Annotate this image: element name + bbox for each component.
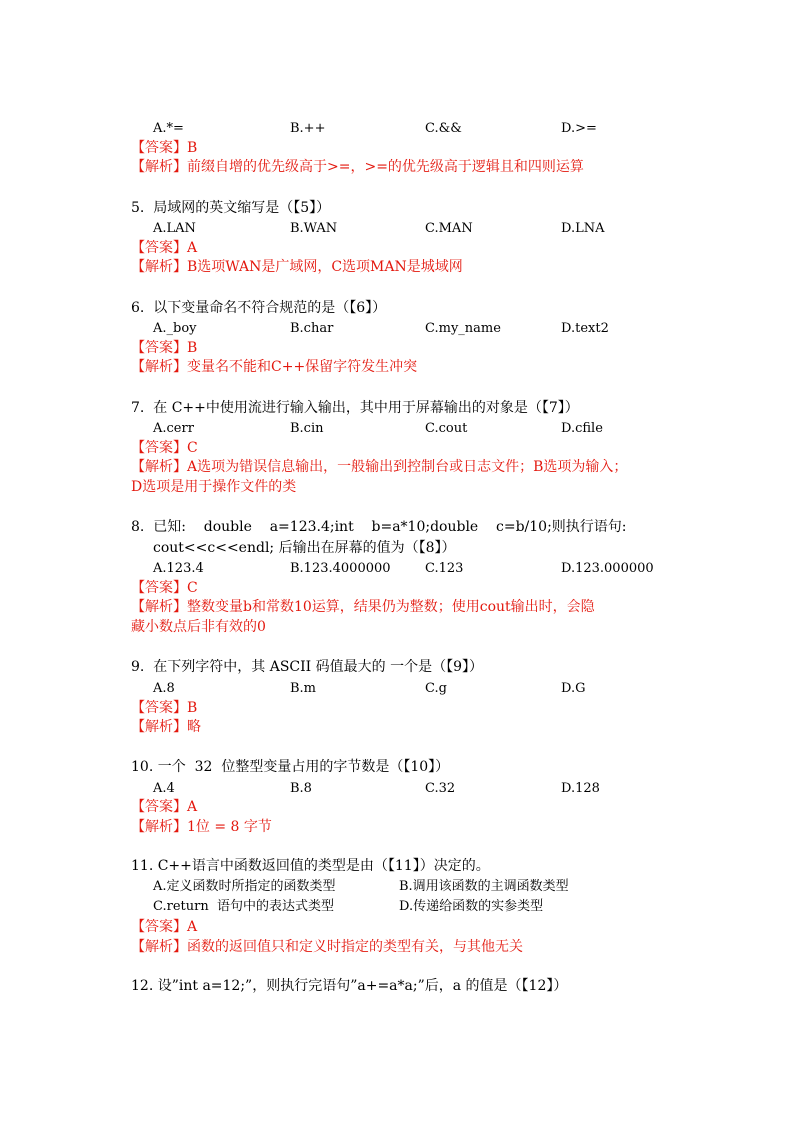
option-a: A.定义函数时所指定的函数类型 — [153, 879, 336, 894]
option-b: B.123.4000000 — [290, 561, 391, 576]
analysis-line: 【解析】1位 = 8 字节 — [131, 819, 272, 835]
answer-line: 【答案】A — [131, 240, 198, 256]
analysis-line-2: D选项是用于操作文件的类 — [131, 479, 297, 495]
answer-line: 【答案】B — [131, 340, 198, 356]
option-b: B.8 — [290, 781, 312, 796]
option-c: C.cout — [425, 421, 468, 436]
answer-line: 【答案】B — [131, 140, 198, 156]
question-12: 12. 设”int a=12;”，则执行完语句”a+=a*a;”后，a 的值是（【12】） — [131, 978, 568, 994]
option-a: A.8 — [153, 681, 175, 696]
question-8: 8. 已知: double a=123.4;int b=a*10;double c=b/10;则执行语句: — [131, 519, 627, 535]
question-7: 7. 在 C++中使用流进行输入输出，其中用于屏幕输出的对象是（【7】） — [131, 400, 579, 416]
option-d: D.LNA — [561, 221, 605, 236]
question-9: 9. 在下列字符中，其 ASCII 码值最大的 一个是（【9】） — [131, 659, 483, 675]
option-d: D.G — [561, 681, 586, 696]
answer-line: 【答案】A — [131, 799, 198, 815]
option-c: C.123 — [425, 561, 464, 576]
option-a: A.4 — [153, 781, 175, 796]
option-d: D.cfile — [561, 421, 603, 436]
option-c: C.32 — [425, 781, 456, 796]
option-a: A._boy — [153, 321, 197, 336]
answer-line: 【答案】C — [131, 440, 198, 456]
analysis-line: 【解析】略 — [131, 719, 201, 735]
answer-line: 【答案】B — [131, 700, 198, 716]
option-d: D.128 — [561, 781, 600, 796]
analysis-line: 【解析】函数的返回值只和定义时指定的类型有关，与其他无关 — [131, 939, 523, 955]
option-d: D.传递给函数的实参类型 — [399, 899, 544, 914]
option-b: B.WAN — [290, 221, 338, 236]
option-b: B.++ — [290, 121, 326, 136]
option-b: B.cin — [290, 421, 324, 436]
option-b: B.调用该函数的主调函数类型 — [399, 879, 569, 894]
option-a: A.cerr — [153, 421, 194, 436]
question-5: 5. 局域网的英文缩写是（【5】） — [131, 200, 331, 216]
option-c: C.MAN — [425, 221, 473, 236]
analysis-line: 【解析】整数变量b和常数10运算，结果仍为整数；使用cout输出时，会隐 — [131, 599, 595, 615]
option-d: D.123.000000 — [561, 561, 654, 576]
option-a: A.*= — [153, 121, 184, 136]
analysis-line: 【解析】前缀自增的优先级高于>=，>=的优先级高于逻辑且和四则运算 — [131, 159, 584, 175]
analysis-line: 【解析】A选项为错误信息输出，一般输出到控制台或日志文件；B选项为输入； — [131, 459, 628, 475]
answer-line: 【答案】A — [131, 919, 198, 935]
option-b: B.char — [290, 321, 334, 336]
option-d: D.text2 — [561, 321, 609, 336]
question-10: 10. 一个 32 位整型变量占用的字节数是（【10】） — [131, 759, 450, 775]
analysis-line-2: 藏小数点后非有效的0 — [131, 619, 266, 635]
answer-line: 【答案】C — [131, 580, 198, 596]
option-a: A.123.4 — [153, 561, 204, 576]
option-c: C.my_name — [425, 321, 501, 336]
question-8-continued: cout<<c<<endl; 后输出在屏幕的值为（【8】） — [153, 540, 456, 556]
analysis-line: 【解析】变量名不能和C++保留字符发生冲突 — [131, 359, 418, 375]
option-d: D.>= — [561, 121, 597, 136]
question-6: 6. 以下变量命名不符合规范的是（【6】） — [131, 300, 387, 316]
option-b: B.m — [290, 681, 317, 696]
analysis-line: 【解析】B选项WAN是广域网，C选项MAN是城域网 — [131, 259, 463, 275]
option-a: A.LAN — [153, 221, 196, 236]
option-c: C.&& — [425, 121, 462, 136]
question-11: 11. C++语言中函数返回值的类型是由（【11】）决定的。 — [131, 858, 490, 874]
option-c: C.g — [425, 681, 447, 696]
option-c: C.return 语句中的表达式类型 — [153, 899, 334, 914]
